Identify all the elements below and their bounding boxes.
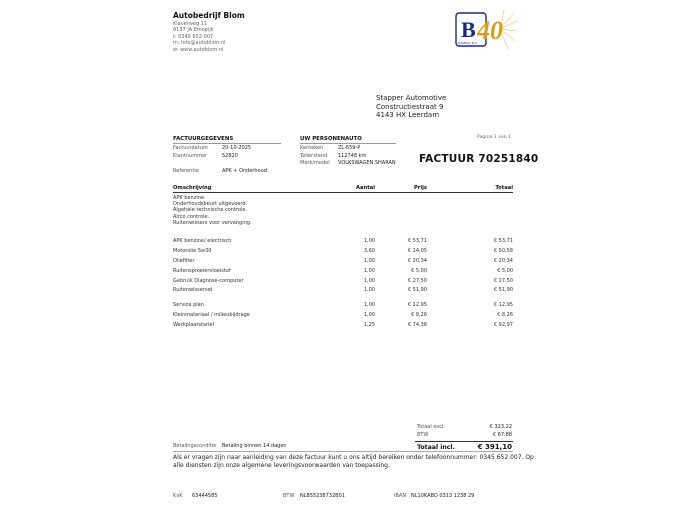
company-email: m: info@autoblom.nl — [173, 40, 226, 47]
company-block — [173, 11, 245, 53]
row-quantity: 1,00 — [363, 287, 375, 293]
vat-value: € 67,88 — [492, 432, 512, 438]
notice-line: alle diensten zijn onze algemene leveringsvoorwaarden van toepassing. — [173, 462, 390, 469]
model-value: VOLKSWAGEN SHARAN — [338, 160, 396, 166]
row-quantity: 1,00 — [363, 302, 375, 308]
company-phone: t: 0345 652 007 — [173, 33, 214, 40]
row-description: APK benzine/ electrisch — [173, 238, 232, 244]
footer-kvk-value: 63444585 — [192, 493, 218, 499]
recipient-address — [376, 94, 446, 120]
logo-letter-b: B — [461, 17, 476, 42]
row-description: Ruitenwisserset — [173, 287, 213, 293]
row-price: € 8,26 — [411, 312, 427, 318]
table-row — [173, 287, 513, 295]
payment-divider — [173, 451, 513, 452]
row-description: Werkplaatstarief — [173, 322, 215, 328]
table-row — [173, 302, 513, 310]
row-total: € 5,00 — [497, 268, 513, 274]
table-row — [173, 238, 513, 246]
table-row — [173, 268, 513, 276]
row-quantity: 1,00 — [363, 312, 375, 318]
company-city: 4137 JA Emopijk — [173, 27, 214, 34]
subtotal-value: € 323,22 — [489, 424, 512, 430]
work-notes — [173, 195, 252, 226]
row-price: € 74,38 — [407, 322, 427, 328]
row-quantity: 1,00 — [363, 238, 375, 244]
mileage-value: 112748 km — [338, 153, 367, 159]
footer-btw-value: NL855238732B01 — [300, 493, 345, 499]
row-total: € 92,97 — [493, 322, 513, 328]
work-note: Onderhoudsbeurt uitgevoerd. — [173, 201, 248, 208]
col-quantity-header: Aantal — [356, 185, 375, 191]
plate-value: ZL-659-P — [338, 145, 361, 151]
work-note: Ruitenwissers voor vervanging. — [173, 219, 252, 226]
footer-iban-label: IBAN — [394, 493, 407, 499]
row-description: Kleinmateriaal / milieubijdrage — [173, 312, 250, 318]
footer-kvk-label: KvK — [173, 493, 183, 499]
reference-label: Referentie — [173, 168, 199, 174]
page-indicator: Pagina 1 van 1 — [477, 135, 511, 140]
row-total: € 53,71 — [493, 238, 513, 244]
table-row — [173, 322, 513, 330]
grand-total-label: Totaal incl. — [417, 444, 455, 451]
footer-btw-label: BTW — [283, 493, 295, 499]
vat-label: BTW — [417, 432, 429, 438]
col-total-header: Totaal — [495, 185, 513, 191]
row-total: € 20,34 — [493, 258, 513, 264]
mileage-label: Tellerstand — [300, 153, 328, 159]
company-website: w: www.autoblom.nl — [173, 46, 224, 53]
invoice-details-title: FACTUURGEGEVENS — [173, 136, 234, 142]
table-row — [173, 258, 513, 266]
invoice-details-divider — [173, 143, 281, 144]
table-header — [173, 184, 513, 193]
row-price: € 12,95 — [407, 302, 427, 308]
company-name: Autobedrijf Blom — [173, 11, 245, 20]
company-address: Klaverweg 11 — [173, 21, 208, 27]
row-total: € 51,90 — [493, 287, 513, 293]
recipient-city: 4143 HX Leerdam — [376, 111, 440, 120]
row-price: € 53,71 — [407, 238, 427, 244]
row-quantity: 3,60 — [363, 248, 375, 254]
col-price-header: Prijs — [413, 185, 427, 191]
vehicle-divider — [300, 143, 396, 144]
client-number-value: 52820 — [222, 153, 238, 159]
row-quantity: 1,25 — [363, 322, 375, 328]
row-price: € 5,00 — [411, 268, 427, 274]
row-quantity: 1,00 — [363, 268, 375, 274]
row-price: € 20,34 — [407, 258, 427, 264]
row-quantity: 1,00 — [363, 278, 375, 284]
total-top-divider — [415, 441, 513, 442]
recipient-street: Constructiestraat 9 — [376, 102, 444, 111]
invoice-date-label: Factuurdatum — [173, 145, 208, 151]
row-description: Gebruik Diagnose-computer — [173, 278, 244, 284]
row-total: € 27,50 — [493, 278, 513, 284]
col-description-header: Omschrijving — [173, 185, 212, 191]
row-total: € 12,95 — [493, 302, 513, 308]
invoice-notice — [173, 454, 534, 470]
payment-condition-value: Betaling binnen 14 dagen — [222, 443, 287, 449]
row-description: Ruitensproeiervloeistof — [173, 268, 231, 274]
model-label: Merk/model — [300, 160, 330, 166]
subtotal-label: Totaal excl. — [417, 424, 445, 430]
invoice-number: FACTUUR 70251840 — [419, 153, 539, 165]
work-note: Airco controle. — [173, 213, 210, 220]
row-total: € 50,58 — [493, 248, 513, 254]
payment-condition-label: Betalingsconditie — [173, 443, 217, 449]
row-description: Oliefilter — [173, 258, 195, 264]
logo-number-40: 40 — [477, 16, 503, 45]
row-total: € 8,26 — [497, 312, 513, 318]
row-price: € 51,90 — [407, 287, 427, 293]
grand-total-value: € 391,10 — [477, 443, 512, 451]
recipient-name: Stapper Automotive — [376, 94, 447, 102]
footer-iban-value: NL10KABO 0313 1238 29 — [411, 493, 475, 499]
row-quantity: 1,00 — [363, 258, 375, 264]
row-description: Motorolie 5w30 — [173, 248, 212, 254]
company-logo — [452, 9, 518, 53]
row-description: Service plan — [173, 302, 204, 308]
work-note: Algehele technische controle. — [173, 207, 248, 214]
reference-value: APK + Onderhoud — [222, 168, 267, 174]
table-row — [173, 248, 513, 256]
logo-brand-text: AutoBlom B.V. — [458, 41, 478, 45]
notice-line: Als er vragen zijn naar aanleiding van deze factuur kunt u ons altijd bereiken onder telefoonnummer: 0345 652 007. Op — [173, 454, 534, 461]
row-price: € 14,05 — [407, 248, 427, 254]
invoice-date-value: 20-10-2025 — [222, 145, 252, 151]
client-number-label: Klantnummer — [173, 153, 208, 159]
table-row — [173, 278, 513, 286]
work-note: APK benzine. — [173, 195, 206, 201]
table-row — [173, 312, 513, 320]
plate-label: Kenteken — [300, 145, 324, 151]
row-price: € 27,50 — [407, 278, 427, 284]
vehicle-title: UW PERSONENAUTO — [300, 136, 362, 142]
